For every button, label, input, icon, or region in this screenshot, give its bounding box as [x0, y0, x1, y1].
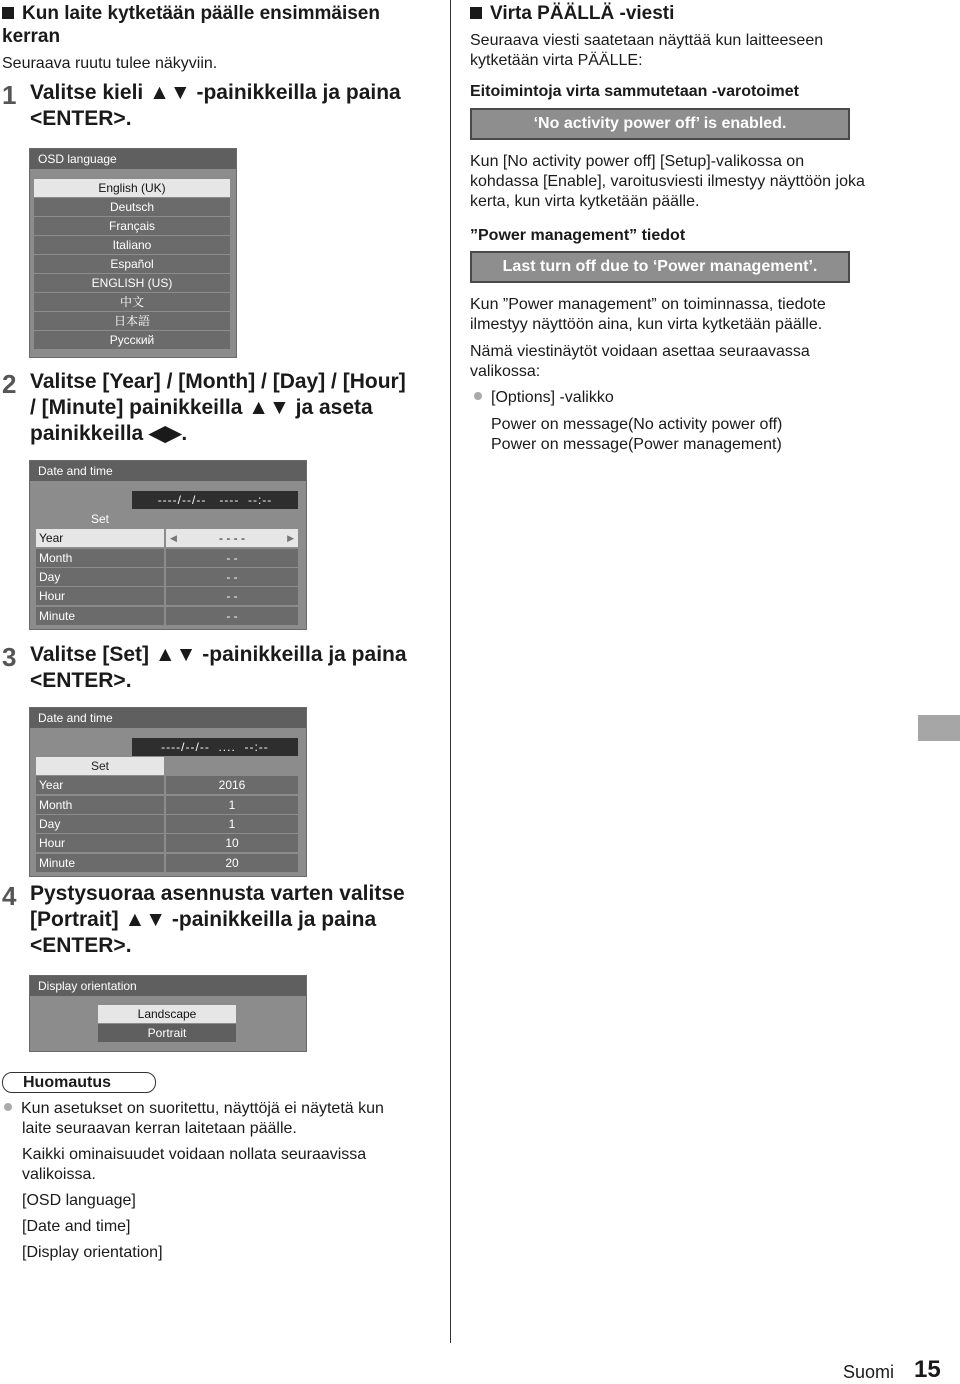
step-number: 4	[2, 881, 17, 911]
text-line: Seuraava viesti saatetaan näyttää kun laitteeseen	[470, 32, 824, 49]
column-divider	[450, 0, 451, 1343]
display-orientation-panel	[29, 975, 307, 1052]
language-option[interactable]: English (UK)	[34, 179, 230, 197]
note-title: Huomautus	[2, 1072, 156, 1093]
language-option[interactable]: 日本語	[34, 312, 230, 330]
page-number: 15	[914, 1356, 941, 1383]
settings-paragraph	[470, 342, 810, 382]
hour-label[interactable]: Hour	[36, 834, 164, 852]
portrait-option[interactable]: Portrait	[98, 1024, 236, 1042]
date-time-panel	[29, 707, 307, 877]
bullet-icon	[474, 392, 482, 400]
text-line: Kun [No activity power off] [Setup]-valikossa on	[470, 153, 805, 170]
note-bullet: Kun asetukset on suoritettu, näyttöjä ei näytetä kun	[4, 1099, 434, 1119]
options-menu-bullet: [Options] -valikko	[474, 388, 614, 408]
left-arrow-icon[interactable]: ◀	[170, 533, 177, 543]
month-value[interactable]: - -	[166, 549, 298, 567]
language-option[interactable]: ENGLISH (US)	[34, 274, 230, 292]
text-line: Nämä viestinäytöt voidaan asettaa seuraavassa	[470, 343, 810, 360]
text-line: kohdassa [Enable], varoitusviesti ilmestyy näyttöön joka	[470, 173, 865, 190]
minute-label[interactable]: Minute	[36, 607, 164, 625]
step-line: [Portrait] ▲▼ -painikkeilla ja paina	[30, 908, 377, 931]
hour-value[interactable]: 10	[166, 834, 298, 852]
power-on-message-items	[491, 415, 782, 455]
step-line: <ENTER>.	[30, 669, 132, 692]
intro-text: Seuraava ruutu tulee näkyviin.	[2, 55, 218, 72]
text-line: ilmestyy näyttöön aina, kun virta kytketään päälle.	[470, 316, 823, 333]
note-item: [Display orientation]	[22, 1244, 163, 1261]
square-bullet-icon	[2, 7, 14, 19]
language-option[interactable]: Русский	[34, 331, 230, 349]
panel-title: OSD language	[30, 149, 236, 169]
subheading-power-management: ”Power management” tiedot	[470, 227, 686, 244]
language-option[interactable]: Español	[34, 255, 230, 273]
step-line: Valitse kieli ▲▼ -painikkeilla ja paina	[30, 81, 401, 104]
language-option[interactable]: Deutsch	[34, 198, 230, 216]
step-line: Valitse [Year] / [Month] / [Day] / [Hour]	[30, 370, 406, 393]
language-option[interactable]: Français	[34, 217, 230, 235]
panel-title: Display orientation	[30, 976, 306, 996]
note-line: valikoissa.	[22, 1166, 96, 1183]
panel-title: Date and time	[30, 708, 306, 728]
menu-item-text: Power on message(Power management)	[491, 436, 782, 453]
step-number: 3	[2, 642, 17, 672]
day-label[interactable]: Day	[36, 815, 164, 833]
step-number: 2	[2, 369, 17, 399]
date-time-display: ----/--/-- ---- --:--	[132, 491, 298, 509]
year-value[interactable]	[166, 529, 298, 547]
set-button[interactable]: Set	[36, 510, 164, 528]
language-option[interactable]: 中文	[34, 293, 230, 311]
step-line: <ENTER>.	[30, 934, 132, 957]
step-2-text	[30, 369, 406, 447]
text-line: Kun ”Power management” on toiminnassa, tiedote	[470, 296, 826, 313]
step-3-text	[30, 642, 407, 694]
note-line: Kaikki ominaisuudet voidaan nollata seuraavissa	[22, 1146, 367, 1163]
step-line: Pystysuoraa asennusta varten valitse	[30, 882, 405, 905]
power-management-paragraph	[470, 295, 826, 335]
text-line: kytketään virta PÄÄLLE:	[470, 52, 643, 69]
step-line: Valitse [Set] ▲▼ -painikkeilla ja paina	[30, 643, 407, 666]
osd-language-panel	[29, 148, 237, 358]
day-value[interactable]: - -	[166, 568, 298, 586]
power-management-message-box: Last turn off due to ‘Power management’.	[470, 251, 850, 283]
day-label[interactable]: Day	[36, 568, 164, 586]
year-label[interactable]: Year	[36, 529, 164, 547]
right-arrow-icon[interactable]: ▶	[287, 533, 294, 543]
note-body	[4, 1099, 434, 1263]
section-heading-first-power-on: Kun laite kytketään päälle ensimmäisen kerran	[2, 3, 380, 47]
square-bullet-icon	[470, 7, 482, 19]
step-number: 1	[2, 80, 17, 110]
side-tab-marker	[918, 715, 960, 741]
hour-label[interactable]: Hour	[36, 587, 164, 605]
bullet-icon	[4, 1103, 12, 1111]
note-line: laite seuraavan kerran laitetaan päälle.	[22, 1120, 297, 1137]
month-value[interactable]: 1	[166, 796, 298, 814]
menu-item-text: Power on message(No activity power off)	[491, 416, 783, 433]
date-time-panel	[29, 460, 307, 630]
note-item: [Date and time]	[22, 1218, 131, 1235]
day-value[interactable]: 1	[166, 815, 298, 833]
step-line: / [Minute] painikkeilla ▲▼ ja aseta	[30, 396, 373, 419]
text-line: kerta, kun virta kytketään päälle.	[470, 193, 700, 210]
minute-label[interactable]: Minute	[36, 854, 164, 872]
minute-value[interactable]: 20	[166, 854, 298, 872]
year-value[interactable]: 2016	[166, 776, 298, 794]
minute-value[interactable]: - -	[166, 607, 298, 625]
year-label[interactable]: Year	[36, 776, 164, 794]
section-heading-power-on-message: Virta PÄÄLLÄ -viesti	[470, 2, 674, 25]
date-time-display: ----/--/-- .... --:--	[132, 738, 298, 756]
note-item: [OSD language]	[22, 1192, 136, 1209]
month-label[interactable]: Month	[36, 796, 164, 814]
hour-value[interactable]: - -	[166, 587, 298, 605]
subheading-no-activity: Eitoimintoja virta sammutetaan -varotoimet	[470, 83, 799, 100]
no-activity-message-box: ‘No activity power off’ is enabled.	[470, 108, 850, 140]
panel-title: Date and time	[30, 461, 306, 481]
step-1-text	[30, 80, 401, 132]
step-line: painikkeilla ◀▶.	[30, 422, 188, 445]
right-intro	[470, 31, 823, 71]
step-4-text	[30, 881, 405, 959]
language-option[interactable]: Italiano	[34, 236, 230, 254]
footer-language: Suomi	[843, 1362, 895, 1382]
month-label[interactable]: Month	[36, 549, 164, 567]
year-value-text: - - - -	[219, 531, 245, 545]
landscape-option[interactable]: Landscape	[98, 1005, 236, 1023]
text-line: valikossa:	[470, 363, 541, 380]
step-line: <ENTER>.	[30, 107, 132, 130]
set-button[interactable]: Set	[36, 757, 164, 775]
no-activity-paragraph	[470, 152, 865, 212]
